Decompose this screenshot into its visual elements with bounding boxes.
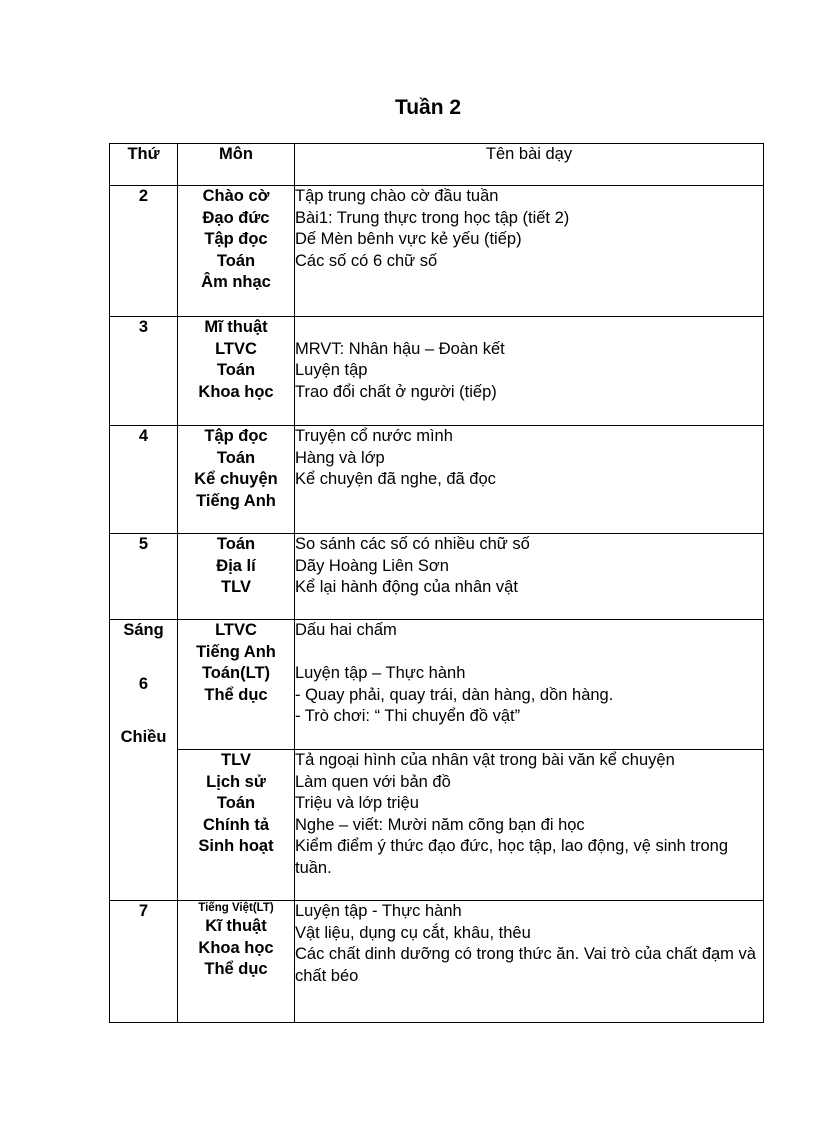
table-row (110, 317, 764, 426)
lesson-item: Tả ngoại hình của nhân vật trong bài văn kể chuyện (295, 751, 675, 769)
timetable (109, 143, 764, 1023)
subject-item: LTVC (215, 339, 257, 358)
lesson-item: Nghe – viết: Mười năm cõng bạn đi học (295, 815, 585, 834)
lesson-item: Bài1: Trung thực trong học tập (tiết 2) (295, 208, 570, 227)
subject-item: Khoa học (198, 382, 274, 401)
lesson-item: Truyện cổ nước mình (295, 427, 453, 445)
subject-item: Âm nhạc (201, 273, 271, 291)
lesson-cell (295, 750, 764, 901)
table-row (110, 620, 764, 750)
lesson-item: Vật liệu, dụng cụ cắt, khâu, thêu (295, 923, 531, 942)
lesson-item: Kiểm điểm ý thức đạo đức, học tập, lao động, vệ sinh trong tuần. (295, 837, 728, 877)
lesson-item: Luyện tập – Thực hành (295, 664, 466, 682)
table-row (110, 750, 764, 901)
page-title: Tuần 2 (394, 96, 462, 119)
table-row (110, 426, 764, 534)
day-cell: 7 (110, 901, 178, 1023)
subject-cell (178, 186, 295, 317)
subject-item: TLV (221, 578, 251, 596)
subject-cell (178, 901, 295, 1023)
subject-item: Toán(LT) (201, 664, 271, 682)
lesson-item: Hàng và lớp (295, 448, 385, 467)
lesson-item: Dãy Hoàng Liên Sơn (295, 556, 449, 575)
subject-item: Chính tả (203, 815, 269, 834)
subject-item: Kể chuyện (194, 470, 278, 488)
subject-item: Toán (216, 535, 256, 553)
subject-item: Toán (216, 361, 256, 379)
subject-item: Kĩ thuật (205, 917, 267, 935)
day-6-morning-label: Sáng (123, 621, 164, 639)
day-cell: 3 (110, 317, 178, 426)
lesson-cell (295, 901, 764, 1023)
lesson-item: Kể lại hành động của nhân vật (295, 578, 518, 596)
lesson-item: Kể chuyện đã nghe, đã đọc (295, 470, 496, 488)
lesson-item: - Trò chơi: “ Thi chuyển đồ vật” (295, 707, 521, 725)
subject-item: Tiếng Anh (196, 491, 276, 510)
subject-item: Tập đọc (204, 230, 268, 248)
lesson-cell (295, 534, 764, 620)
subject-cell (178, 534, 295, 620)
lesson-item: MRVT: Nhân hậu – Đoàn kết (295, 339, 505, 358)
lesson-item: Dế Mèn bênh vực kẻ yếu (tiếp) (295, 230, 522, 248)
lesson-item: Trao đổi chất ở người (tiếp) (295, 382, 497, 401)
subject-item: Lịch sử (206, 772, 266, 791)
table-row (110, 901, 764, 1023)
subject-item: Tiếng Việt(LT) (198, 902, 274, 914)
header-lesson: Tên bài dạy (295, 144, 764, 186)
subject-item: Tiếng Anh (196, 642, 276, 661)
header-subject: Môn (178, 144, 295, 186)
lesson-item: Các số có 6 chữ số (295, 251, 438, 270)
subject-cell (178, 426, 295, 534)
lesson-cell (295, 620, 764, 750)
day-cell (110, 620, 178, 901)
subject-item: Thể dục (204, 685, 268, 704)
lesson-item: So sánh các số có nhiều chữ số (295, 535, 530, 553)
subject-item: TLV (221, 751, 251, 769)
subject-item: Chào cờ (202, 187, 270, 205)
subject-item: Địa lí (216, 556, 256, 575)
subject-cell (178, 750, 295, 901)
subject-item: Toán (216, 448, 256, 467)
day-cell: 5 (110, 534, 178, 620)
subject-item: Đạo đức (202, 208, 270, 227)
lesson-cell (295, 186, 764, 317)
subject-cell (178, 620, 295, 750)
table-row (110, 186, 764, 317)
lesson-item: Làm quen với bản đồ (295, 772, 451, 791)
lesson-item: Luyện tập (295, 361, 368, 379)
subject-cell (178, 317, 295, 426)
lesson-item: Các chất dinh dưỡng có trong thức ăn. Vai trò của chất đạm và chất béo (295, 945, 756, 985)
subject-item: Thể dục (204, 960, 268, 978)
day-cell: 4 (110, 426, 178, 534)
day-6-label: 6 (138, 674, 149, 693)
header-day: Thứ (110, 144, 178, 186)
table-row (110, 534, 764, 620)
lesson-item: - Quay phải, quay trái, dàn hàng, dồn hàng. (295, 685, 614, 704)
subject-item: Tập đọc (204, 427, 268, 445)
subject-item: Mĩ thuật (204, 318, 268, 336)
lesson-item: Luyện tập - Thực hành (295, 902, 462, 920)
lesson-item: Tập trung chào cờ đầu tuần (295, 187, 499, 205)
lesson-cell (295, 317, 764, 426)
subject-item: Toán (216, 251, 256, 270)
lesson-item: Dấu hai chấm (295, 621, 397, 639)
subject-item: Sinh hoạt (198, 837, 274, 855)
header-row (110, 144, 764, 186)
subject-item: Khoa học (198, 938, 274, 957)
day-6-afternoon-label: Chiều (120, 728, 167, 746)
lesson-item: Triệu và lớp triệu (295, 794, 419, 812)
subject-item: LTVC (215, 621, 257, 639)
lesson-cell (295, 426, 764, 534)
subject-item: Toán (216, 794, 256, 812)
day-cell: 2 (110, 186, 178, 317)
